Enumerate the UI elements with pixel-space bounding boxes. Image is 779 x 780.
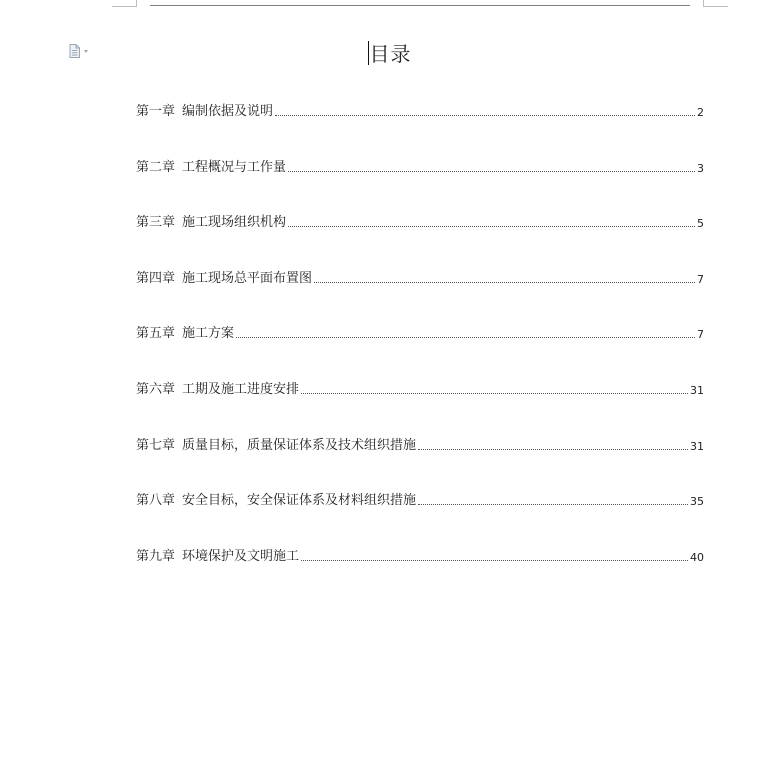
- toc-chapter-number: 第九章: [136, 548, 176, 564]
- page-header-line: [150, 5, 690, 6]
- toc-entry-title: 工程概况与工作量: [182, 159, 287, 175]
- toc-entry[interactable]: [136, 484, 704, 509]
- toc-page-number: 35: [690, 495, 704, 509]
- toc-leader-dots: [288, 225, 695, 227]
- toc-chapter-number: 第六章: [136, 381, 176, 397]
- toc-entry-title: 环境保护及文明施工: [182, 548, 300, 564]
- page-title: 目录: [369, 42, 412, 66]
- toc-page-number: 7: [697, 328, 704, 342]
- toc-entry-title: 安全目标，安全保证体系及材料组织措施: [182, 493, 417, 509]
- page-corner-mark-left: [112, 0, 137, 7]
- toc-leader-dots: [301, 392, 688, 394]
- toc-chapter-number: 第四章: [136, 270, 176, 286]
- toc-leader-dots: [288, 170, 695, 172]
- toc-chapter-number: 第五章: [136, 326, 176, 342]
- toc-page-number: 7: [697, 272, 704, 286]
- toc-entry-title: 工期及施工进度安排: [182, 381, 300, 397]
- document-title-area[interactable]: [0, 38, 779, 66]
- toc-entry[interactable]: [136, 317, 704, 342]
- toc-leader-dots: [314, 281, 695, 283]
- toc-leader-dots: [275, 114, 695, 116]
- toc-chapter-number: 第七章: [136, 437, 176, 453]
- toc-page-number: 40: [690, 550, 704, 564]
- text-cursor: [368, 41, 369, 65]
- toc-leader-dots: [418, 448, 688, 450]
- table-of-contents: [136, 95, 704, 565]
- toc-leader-dots: [418, 503, 688, 505]
- toc-entry-title: 编制依据及说明: [182, 104, 274, 119]
- toc-entry[interactable]: [136, 206, 704, 231]
- toc-page-number: 31: [690, 383, 704, 397]
- toc-entry[interactable]: [136, 373, 704, 398]
- toc-page-number: 5: [697, 217, 704, 231]
- page-corner-mark-right: [703, 0, 728, 7]
- toc-page-number: 31: [690, 439, 704, 453]
- toc-entry-title: 施工方案: [182, 326, 235, 342]
- toc-entry-title: 质量目标，质量保证体系及技术组织措施: [182, 437, 417, 453]
- toc-chapter-number: 第二章: [136, 159, 176, 175]
- toc-entry[interactable]: [136, 540, 704, 565]
- toc-entry[interactable]: [136, 429, 704, 454]
- toc-page-number: 2: [697, 106, 704, 119]
- toc-entry[interactable]: [136, 262, 704, 287]
- toc-chapter-number: 第三章: [136, 215, 176, 231]
- toc-entry[interactable]: [136, 151, 704, 176]
- toc-leader-dots: [301, 559, 688, 561]
- toc-chapter-number: 第八章: [136, 493, 176, 509]
- toc-entry-title: 施工现场总平面布置图: [182, 270, 313, 286]
- toc-entry[interactable]: [136, 95, 704, 120]
- toc-chapter-number: 第一章: [136, 104, 176, 119]
- toc-entry-title: 施工现场组织机构: [182, 215, 287, 231]
- toc-page-number: 3: [697, 161, 704, 175]
- toc-leader-dots: [236, 336, 695, 338]
